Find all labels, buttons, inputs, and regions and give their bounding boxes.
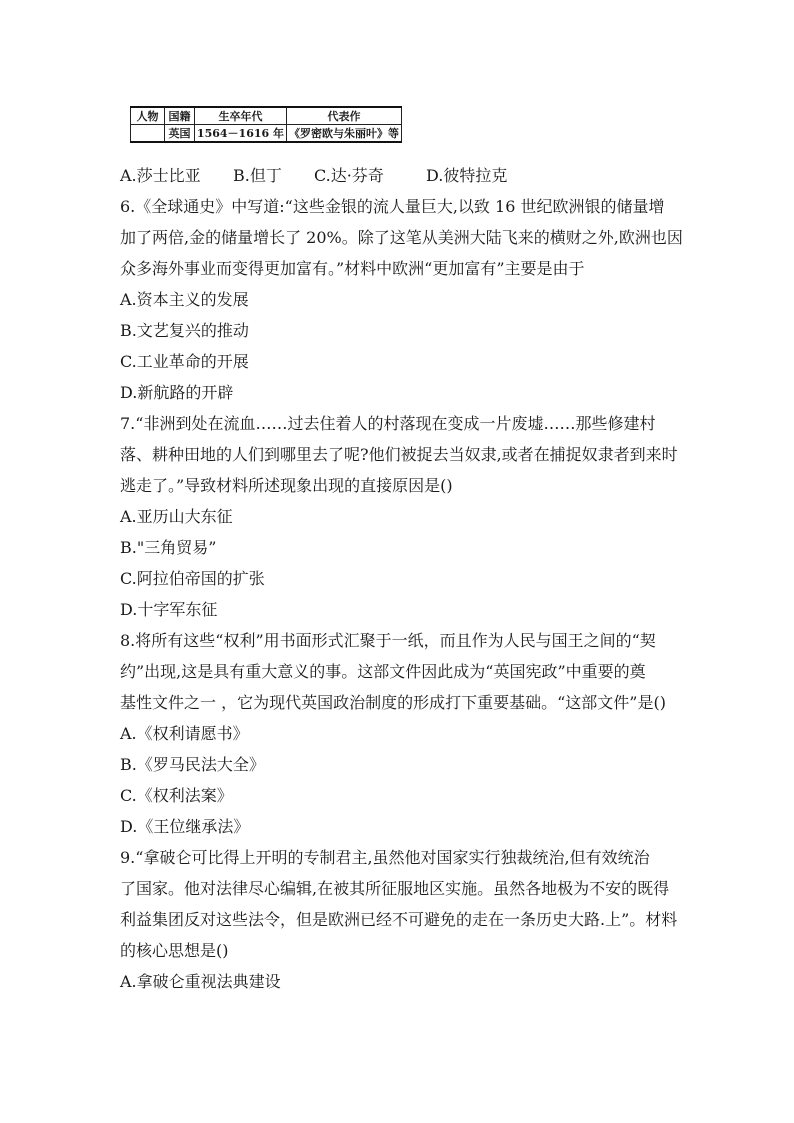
table-cell: 英国 [165,125,195,143]
q7-option-a[interactable]: A.亚历山大东征 [120,507,233,526]
q8-stem-line: 8.将所有这些“权利”用书面形式汇聚于一纸，而且作为人民与国王之间的“契 [120,631,656,650]
q5-option-c[interactable]: C.达·芬奇 [314,166,384,185]
q9-stem-line: 了国家。他对法律尽心编辑,在被其所征服地区实施。虽然各地极为不安的既得 [120,879,670,898]
q6-option-c[interactable]: C.工业革命的开展 [120,352,249,371]
table-header-cell: 国籍 [165,107,195,125]
table-cell: 《罗密欧与朱丽叶》等 [286,125,401,143]
q7-stem-line: 7.“非洲到处在流血……过去住着人的村落现在变成一片废墟……那些修建村 [120,414,656,433]
q6-stem-line: 众多海外事业而变得更加富有。”材料中欧洲“更加富有”主要是由于 [120,259,585,278]
q9-stem-line: 利益集团反对这些法令，但是欧洲已经不可避免的走在一条历史大路.上”。材料 [120,910,678,929]
q6-option-d[interactable]: D.新航路的开辟 [120,383,234,402]
q5-option-a[interactable]: A.莎士比亚 [120,166,201,185]
q9-stem-line: 的核心思想是() [120,941,229,960]
q5-option-b[interactable]: B.但丁 [233,166,282,185]
q6-option-a[interactable]: A.资本主义的发展 [120,290,249,309]
q7-option-d[interactable]: D.十字军东征 [120,600,218,619]
q8-stem-line: 基性文件之一 ，它为现代英国政治制度的形成打下重要基础。“这部文件”是() [120,693,666,712]
q6-stem-line: 6.《全球通史》中写道:“这些金银的流人量巨大,以致 16 世纪欧洲银的储量增 [120,197,665,216]
q7-option-c[interactable]: C.阿拉伯帝国的扩张 [120,569,265,588]
q8-stem-line: 约”出现,这是具有重大意义的事。这部文件因此成为“英国宪政”中重要的奠 [120,662,646,681]
q7-stem-line: 逃走了。”导致材料所述现象出现的直接原因是() [120,476,453,495]
q5-options [120,160,680,191]
q8-option-b[interactable]: B.《罗马民法大全》 [120,755,265,774]
q8-option-d[interactable]: D.《王位继承法》 [120,817,250,836]
table-row [131,125,402,143]
q8-option-a[interactable]: A.《权利请愿书》 [120,724,249,743]
q6-option-b[interactable]: B.文艺复兴的推动 [120,321,249,340]
q8-option-c[interactable]: C.《权利法案》 [120,786,233,805]
table-cell: 1564－1616 年 [194,125,286,143]
table-cell [131,125,165,143]
q7-stem-line: 落、耕种田地的人们到哪里去了呢?他们被捉去当奴隶,或者在捕捉奴隶者到来时 [120,445,678,464]
q7-option-b[interactable]: B."三角贸易” [120,538,217,557]
q9-option-a[interactable]: A.拿破仑重视法典建设 [120,972,281,991]
table-header-cell: 人物 [131,107,165,125]
info-table [130,106,402,143]
q9-stem-line: 9.“拿破仑可比得上开明的专制君主,虽然他对国家实行独裁统治,但有效统治 [120,848,650,867]
question-content [120,160,683,997]
q5-option-d[interactable]: D.彼特拉克 [426,166,508,185]
q6-stem-line: 加了两倍,金的储量增长了 20%。除了这笔从美洲大陆飞来的横财之外,欧洲也因 [120,228,683,247]
table-header-cell: 生卒年代 [194,107,286,125]
table-header-cell: 代表作 [286,107,401,125]
table-header-row [131,107,402,125]
